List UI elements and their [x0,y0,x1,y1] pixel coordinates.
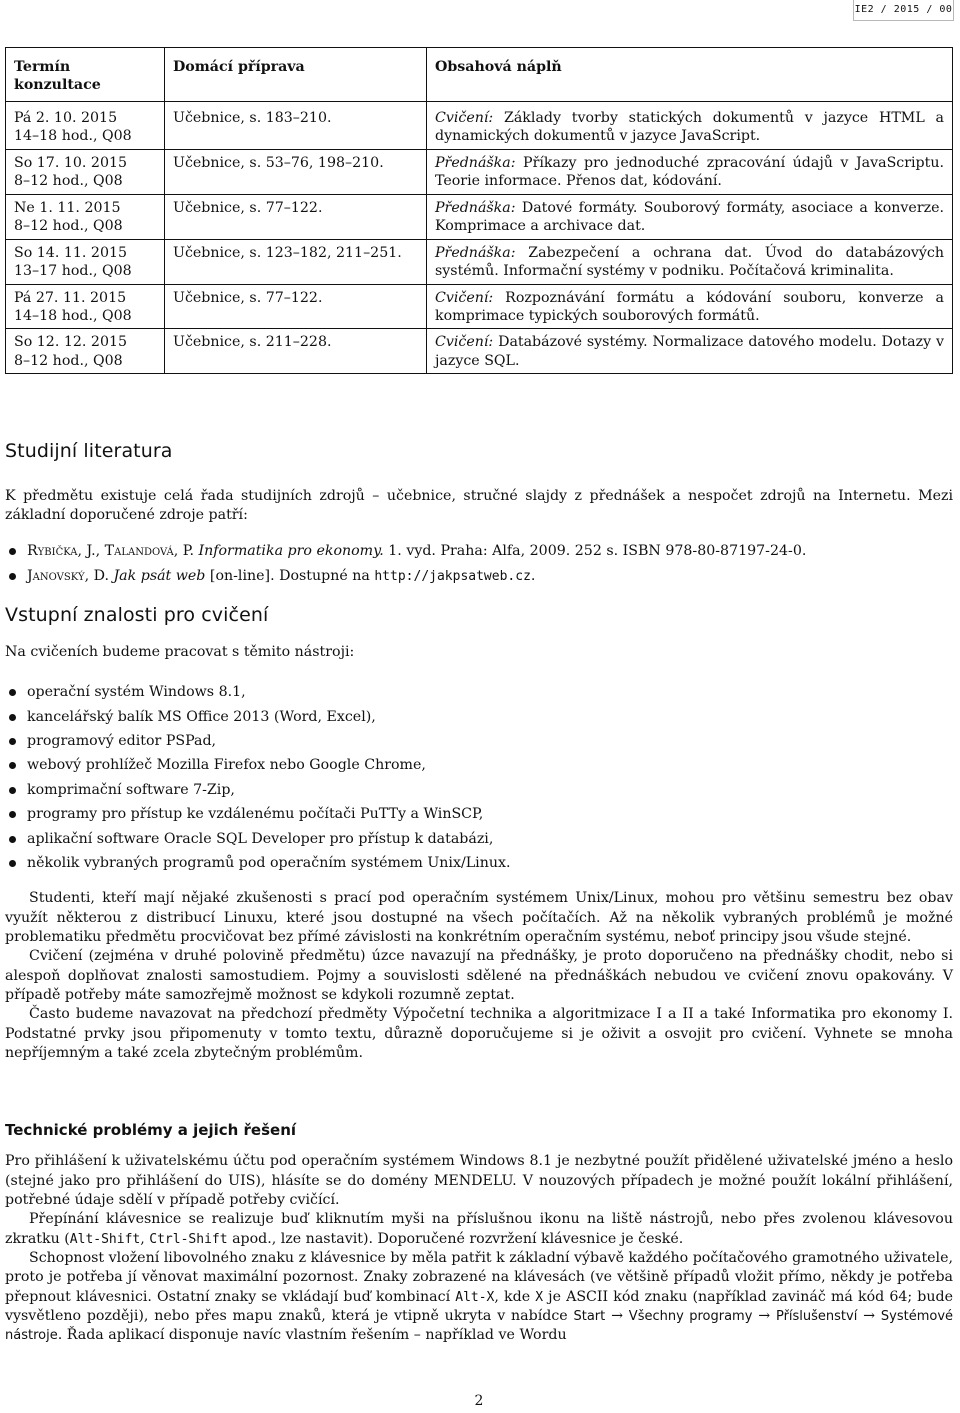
shortcut-ctrl-shift: Ctrl-Shift [149,1231,228,1247]
term-time: 8–12 hod., Q08 [14,352,123,369]
menu-all-programs: Všechny programy [628,1308,753,1324]
paragraph: Cvičení (zejména v druhé polovině předmětu) úzce navazují na přednášky, je proto doporučeno na přednášky chodit, nebo si alespoň doplňovat znalosti samostudiem. Pojmy a souvislosti sdělené na přednáškách nebudou ve cvičení znovu opakovány. V případě potřeby máte samozřejmě možnost se kdykoli rozumně zeptat. [5,948,953,1003]
tool-item: kancelářský balík MS Office 2013 (Word, Excel), [27,705,953,729]
tool-item: operační systém Windows 8.1, [27,680,953,704]
content-cell [427,101,953,149]
session-content: Rozpoznávání formátu a kódování souboru, konverze a komprimace typických souborových formátů. [435,289,944,324]
tool-item: komprimační software 7-Zip, [27,778,953,802]
tool-item: programy pro přístup ke vzdálenému počítači PuTTy a WinSCP, [27,802,953,826]
content-cell [427,329,953,374]
tool-item: několik vybraných programů pod operačním systémem Unix/Linux. [27,851,953,875]
literature-heading: Studijní literatura [5,440,173,462]
menu-accessories: Příslušenství [775,1308,858,1324]
prep-cell: Učebnice, s. 123–182, 211–251. [165,239,427,284]
term-time: 13–17 hod., Q08 [14,263,132,280]
table-row [6,239,953,284]
paragraph: Často budeme navazovat na předchozí předměty Výpočetní technika a algoritmizace I a II a také Informatika pro ekonomy I. Podstatné prvky jsou připomenuty v tomto textu, důrazně doporučujeme si je oživit a osvojit pro cvičení. Vyhnete se mnoha nepříjemným a také zcela zbytečným problémům. [5,1006,953,1061]
shortcut-alt-x: Alt-X [455,1289,495,1305]
term-cell [6,239,165,284]
content-cell [427,149,953,194]
technical-heading: Technické problémy a jejich řešení [5,1121,297,1139]
content-cell [427,194,953,239]
session-type: Cvičení: [435,289,494,306]
table-header-row [6,48,953,102]
shortcut-alt-shift: Alt-Shift [69,1231,141,1247]
literature-section [5,439,953,589]
term-time: 8–12 hod., Q08 [14,218,123,235]
url-link[interactable]: http://jakpsatweb.cz [374,568,531,584]
literature-list [5,539,953,589]
session-content: Zabezpečení a ochrana dat. Úvod do databázových systémů. Informační systémy v podniku. Počítačová kriminalita. [435,244,944,280]
arrow-icon: → [758,1307,771,1324]
paragraph: Pro přihlášení k uživatelskému účtu pod operačním systémem Windows 8.1 je nezbytné použít přidělené uživatelské jméno a heslo (stejné jako pro přihlášení do UIS), hlásíte se do domény MENDELU. V nouzových případech je možné použít lokální přihlášení, potřebné údaje sdělí v případě potřeby cvičící. [5,1153,953,1209]
key-x: X [535,1289,544,1305]
term-cell [6,101,165,149]
term-time: 8–12 hod., Q08 [14,173,123,190]
literature-item: Janovský, D. Jak psát web [on-line]. Dostupné na http://jakpsatweb.cz. [27,564,953,589]
tool-item: programový editor PSPad, [27,729,953,753]
table-row [6,194,953,239]
term-time: 14–18 hod., Q08 [14,128,132,145]
arrow-icon: → [611,1307,623,1324]
content-cell [427,239,953,284]
prep-cell: Učebnice, s. 77–122. [165,194,427,239]
tools-list [5,680,953,875]
session-type: Cvičení: [435,109,494,126]
session-type: Přednáška: [435,244,516,261]
term-time: 14–18 hod., Q08 [14,307,132,324]
table-row [6,284,953,329]
prep-cell: Učebnice, s. 183–210. [165,101,427,149]
term-date: Pá 27. 11. 2015 [14,289,127,306]
session-content: Datové formáty. Souborový formáty, asociace a konverze. Komprimace a archivace dat. [435,199,944,235]
column-header-content: Obsahová náplň [427,48,953,102]
term-date: Ne 1. 11. 2015 [14,199,121,216]
arrow-icon: → [863,1307,876,1324]
term-date: Pá 2. 10. 2015 [14,109,118,126]
page-header-label: IE2 / 2015 / 00 [853,0,954,21]
prep-cell: Učebnice, s. 77–122. [165,284,427,329]
literature-item: Rybička, J., Talandová, P. Informatika pro ekonomy. 1. vyd. Praha: Alfa, 2009. 252 s. ISBN 978-80-87197-24-0. [27,539,953,563]
term-date: So 17. 10. 2015 [14,154,128,171]
term-date: So 12. 12. 2015 [14,334,128,351]
session-type: Cvičení: [435,334,494,351]
prerequisites-intro: Na cvičeních budeme pracovat s těmito nástroji: [5,643,355,660]
column-header-prep: Domácí příprava [165,48,427,102]
table-row [6,329,953,374]
term-cell [6,329,165,374]
session-type: Přednáška: [435,154,516,171]
paragraph: Studenti, kteří mají nějaké zkušenosti s prací pod operačním systémem Unix/Linux, mohou pro většinu semestru bez obav využít některou z distribucí Linuxu, které jsou dostupné na všech počítačích. Až na několik vybraných problémů je možné problematiku předmětu procvičovat bez přímé závislosti na konkrétním operačním systému, neboť principy jsou všude stejné. [5,890,953,946]
term-cell [6,194,165,239]
technical-section [5,1120,953,1346]
page-number: 2 [474,1393,484,1409]
paragraph: Přepínání klávesnice se realizuje buď kliknutím myši na příslušnou ikonu na liště nástrojů, nebo přes zvolenou klávesovou zkratku (Alt-Shift, Ctrl-Shift apod., lze nastavit). Doporučené rozvržení klávesnice je české. [5,1211,953,1247]
session-content: Základy tvorby statických dokumentů v jazyce HTML a dynamických dokumentů v jazyce JavaScript. [435,109,944,145]
content-cell [427,284,953,329]
menu-start: Start [573,1308,606,1324]
prerequisites-section [5,603,953,1063]
tool-item: webový prohlížeč Mozilla Firefox nebo Google Chrome, [27,753,953,777]
prep-cell: Učebnice, s. 53–76, 198–210. [165,149,427,194]
term-date: So 14. 11. 2015 [14,244,128,261]
document-page [5,0,954,1413]
consultation-schedule-table [5,47,953,374]
literature-intro: K předmětu existuje celá řada studijních zdrojů – učebnice, stručné slajdy z přednášek a nespočet zdrojů na Internetu. Mezi základní doporučené zdroje patří: [5,487,953,524]
menu-system-tools: Systémové nástroje [5,1308,954,1344]
table-row [6,101,953,149]
session-content: Databázové systémy. Normalizace datového modelu. Dotazy v jazyce SQL. [435,334,944,369]
term-cell [6,284,165,329]
table-row [6,149,953,194]
session-type: Přednáška: [435,199,516,216]
term-cell [6,149,165,194]
prerequisites-heading: Vstupní znalosti pro cvičení [5,604,269,626]
session-content: Příkazy pro jednoduché zpracování údajů v JavaScriptu. Teorie informace. Přenos dat, kódování. [435,154,944,190]
prep-cell: Učebnice, s. 211–228. [165,329,427,374]
tool-item: aplikační software Oracle SQL Developer pro přístup k databázi, [27,827,953,851]
paragraph: Schopnost vložení libovolného znaku z klávesnice by měla patřit k základní výbavě každého počítačového gramotného uživatele, proto je potřeba jí věnovat maximální pozornost. Znaky zobrazené na klávesách (ve většině případů vložit přímo, někdy je potřeba přepnout klávesnici. Ostatní znaky se vkládají buď kombinací Alt-X, kde X je ASCII kód znaku (například zavináč má kód 64; bude vysvětleno později), nebo přes mapu znaků, která je vtipně ukryta v nabídce Start → Všechny programy → Příslušenství → Systémové nástroje. Řada aplikací disponuje navíc vlastním řešením – například ve Wordu [5,1249,954,1344]
column-header-term: Termín konzultace [6,48,165,102]
